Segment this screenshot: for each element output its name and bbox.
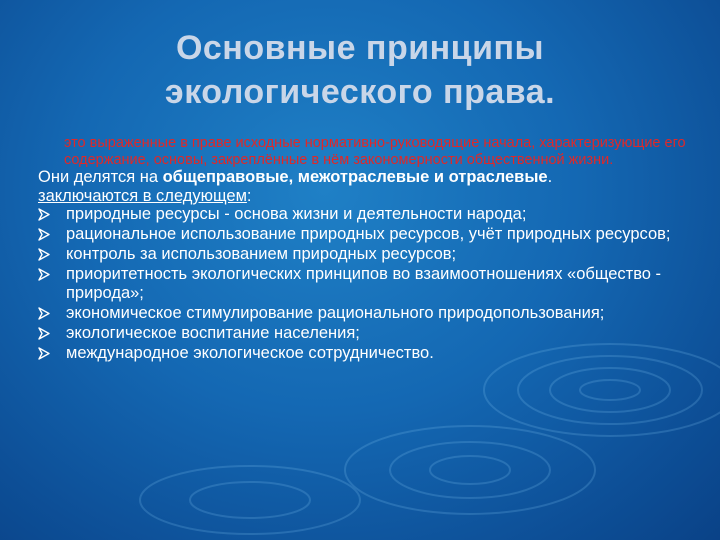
arrow-bullet-icon bbox=[38, 208, 50, 221]
list-item bbox=[38, 245, 698, 264]
division-suffix: . bbox=[547, 168, 553, 186]
list-item bbox=[38, 225, 698, 244]
intro-definition: это выраженные в праве исходные нормативно-руководящие начала, характеризующие его содержание, основы, закреплённые в нём закономерности общественной жизни. bbox=[64, 135, 686, 168]
list-item bbox=[38, 304, 698, 323]
consist-sentence bbox=[38, 187, 698, 206]
slide-title bbox=[60, 26, 660, 114]
arrow-bullet-icon bbox=[38, 327, 50, 340]
arrow-bullet-icon bbox=[38, 307, 50, 320]
principle-text: международное экологическое сотрудничество. bbox=[66, 343, 434, 362]
principles-list bbox=[38, 205, 698, 362]
consist-colon: : bbox=[246, 186, 252, 205]
division-prefix: Они делятся на bbox=[38, 168, 163, 186]
arrow-bullet-icon bbox=[38, 347, 50, 360]
list-item bbox=[38, 324, 698, 343]
title-line-1: Основные принципы bbox=[175, 29, 545, 67]
principle-text: экономическое стимулирование рационального природопользования; bbox=[66, 303, 605, 322]
arrow-bullet-icon bbox=[38, 248, 50, 261]
consist-heading: заключаются в следующем bbox=[38, 186, 247, 205]
principle-text: природные ресурсы - основа жизни и деятельности народа; bbox=[66, 205, 527, 223]
division-sentence bbox=[38, 168, 698, 187]
principle-text: контроль за использованием природных ресурсов; bbox=[66, 245, 457, 263]
arrow-bullet-icon bbox=[38, 228, 50, 241]
title-line-2: экологического права. bbox=[164, 73, 556, 111]
arrow-bullet-icon bbox=[38, 268, 50, 281]
list-item bbox=[38, 344, 698, 363]
slide-body bbox=[38, 135, 698, 364]
principle-text: экологическое воспитание населения; bbox=[66, 323, 360, 342]
list-item bbox=[38, 265, 698, 302]
principle-text: приоритетность экологических принципов во взаимоотношениях «общество - природа»; bbox=[66, 265, 662, 302]
division-types: общеправовые, межотраслевые и отраслевые bbox=[162, 168, 548, 186]
list-item bbox=[38, 205, 698, 224]
principle-text: рациональное использование природных ресурсов, учёт природных ресурсов; bbox=[66, 225, 671, 243]
